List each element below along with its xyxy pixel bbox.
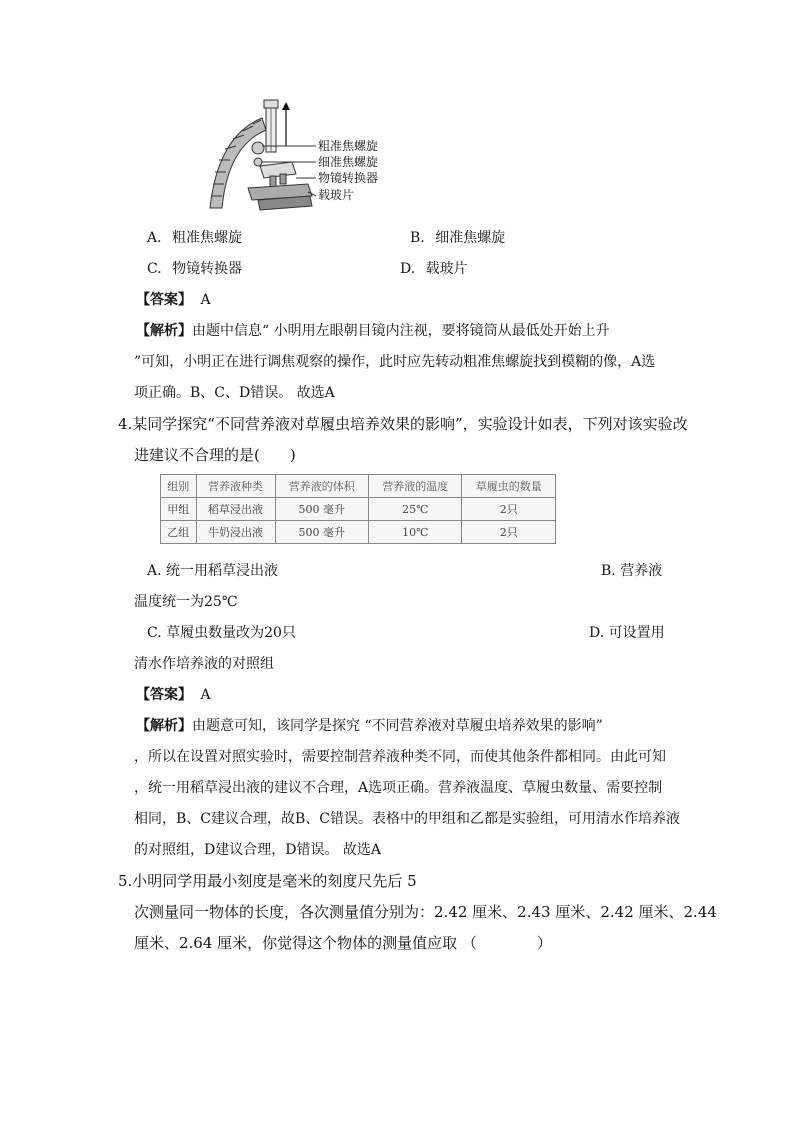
analysis-label: 【解析】: [136, 718, 192, 734]
q4-analysis-line-5: 的对照组，D建议合理，D错误。 故选A: [134, 842, 382, 858]
table-cell: 甲组: [161, 498, 197, 521]
table-header: 草履虫的数量: [462, 475, 556, 498]
table-cell: 2只: [462, 498, 556, 521]
q4-analysis-line-2: ，所以在设置对照实验时，需要控制营养液种类不同，而使其他条件都相同。由此可知: [134, 749, 666, 765]
q4-analysis-line-3: ，统一用稻草浸出液的建议不合理，A选项正确。营养液温度、草履虫数量、需要控制: [134, 780, 663, 796]
microscope-figure: [200, 96, 400, 212]
option-letter: A.: [147, 230, 162, 246]
q4-stem-line-1: 4.某同学探究“不同营养液对草履虫培养效果的影响”，实验设计如表，下列对该实验改: [118, 415, 688, 433]
table-cell: 500 毫升: [275, 521, 368, 544]
table-cell: 500 毫升: [275, 498, 368, 521]
q4-option-a: A. 统一用稻草浸出液: [147, 563, 279, 579]
analysis-text: 由题意可知，该同学是探究 “不同营养液对草履虫培养效果的影响”: [192, 718, 603, 734]
answer-value: A: [200, 687, 211, 703]
q4-option-b-tail: 温度统一为25℃: [134, 594, 238, 610]
table-row: [161, 521, 556, 544]
table-header-row: [161, 475, 556, 498]
table-cell: 2只: [462, 521, 556, 544]
q3-option-b: [410, 229, 505, 247]
option-text: 粗准焦螺旋: [172, 230, 243, 246]
figure-label-slide: 载玻片: [318, 188, 355, 202]
analysis-text: 由题中信息“ 小明用左眼朝目镜内注视，要将镜筒从最低处开始上升: [192, 323, 610, 339]
q3-analysis-line-3: 项正确。B、C、D错误。 故选A: [134, 385, 335, 401]
table-cell: 乙组: [161, 521, 197, 544]
answer-label: 【答案】: [136, 687, 192, 703]
q4-analysis-line-1: [136, 717, 603, 735]
option-text: 细准焦螺旋: [435, 230, 506, 246]
q3-option-a: [147, 229, 242, 247]
figure-label-coarse: 粗准焦螺旋: [318, 139, 379, 153]
answer-label: 【答案】: [136, 292, 192, 308]
figure-label-nosepiece: 物镜转换器: [318, 171, 379, 185]
q4-option-b-head: B. 营养液: [601, 563, 663, 579]
table-header: 组别: [161, 475, 197, 498]
q3-analysis-line-1: [136, 322, 610, 340]
q3-option-c: [147, 260, 242, 278]
table-row: [161, 498, 556, 521]
q5-stem-line-3: 厘米、2.64 厘米，你觉得这个物体的测量值应取 （ ）: [134, 934, 552, 952]
option-letter: C.: [147, 261, 162, 277]
option-text: 物镜转换器: [172, 261, 243, 277]
q4-option-d-head: D. 可设置用: [589, 625, 665, 641]
q3-option-d: [400, 260, 468, 278]
table-cell: 牛奶浸出液: [196, 521, 275, 544]
table-header: 营养液的体积: [275, 475, 368, 498]
q4-stem-line-2: 进建议不合理的是( ): [134, 446, 296, 464]
q4-answer: [136, 686, 211, 704]
table-cell: 稻草浸出液: [196, 498, 275, 521]
q5-stem-line-2: 次测量同一物体的长度，各次测量值分别为：2.42 厘米、2.43 厘米、2.42 厘米、2.44: [134, 903, 717, 921]
q3-analysis-line-2: ”可知，小明正在进行调焦观察的操作，此时应先转动粗准焦螺旋找到模糊的像，A选: [134, 354, 656, 370]
analysis-label: 【解析】: [136, 323, 192, 339]
q4-option-d-tail: 清水作培养液的对照组: [134, 656, 274, 672]
experiment-table: [160, 474, 556, 544]
q5-stem-line-1: 5.小明同学用最小刻度是毫米的刻度尺先后 5: [118, 872, 417, 890]
q4-analysis-line-4: 相同，B、C建议合理，故B、C错误。表格中的甲组和乙都是实验组，可用清水作培养液: [134, 811, 680, 827]
q4-option-c: C. 草履虫数量改为20只: [147, 625, 296, 641]
table-header: 营养液种类: [196, 475, 275, 498]
q3-answer: [136, 291, 211, 309]
figure-label-fine: 细准焦螺旋: [318, 155, 379, 169]
option-text: 载玻片: [425, 261, 468, 277]
table-cell: 25℃: [369, 498, 462, 521]
option-letter: B.: [410, 230, 425, 246]
table-cell: 10℃: [369, 521, 462, 544]
option-letter: D.: [400, 261, 416, 277]
answer-value: A: [200, 292, 211, 308]
table-header: 营养液的温度: [369, 475, 462, 498]
